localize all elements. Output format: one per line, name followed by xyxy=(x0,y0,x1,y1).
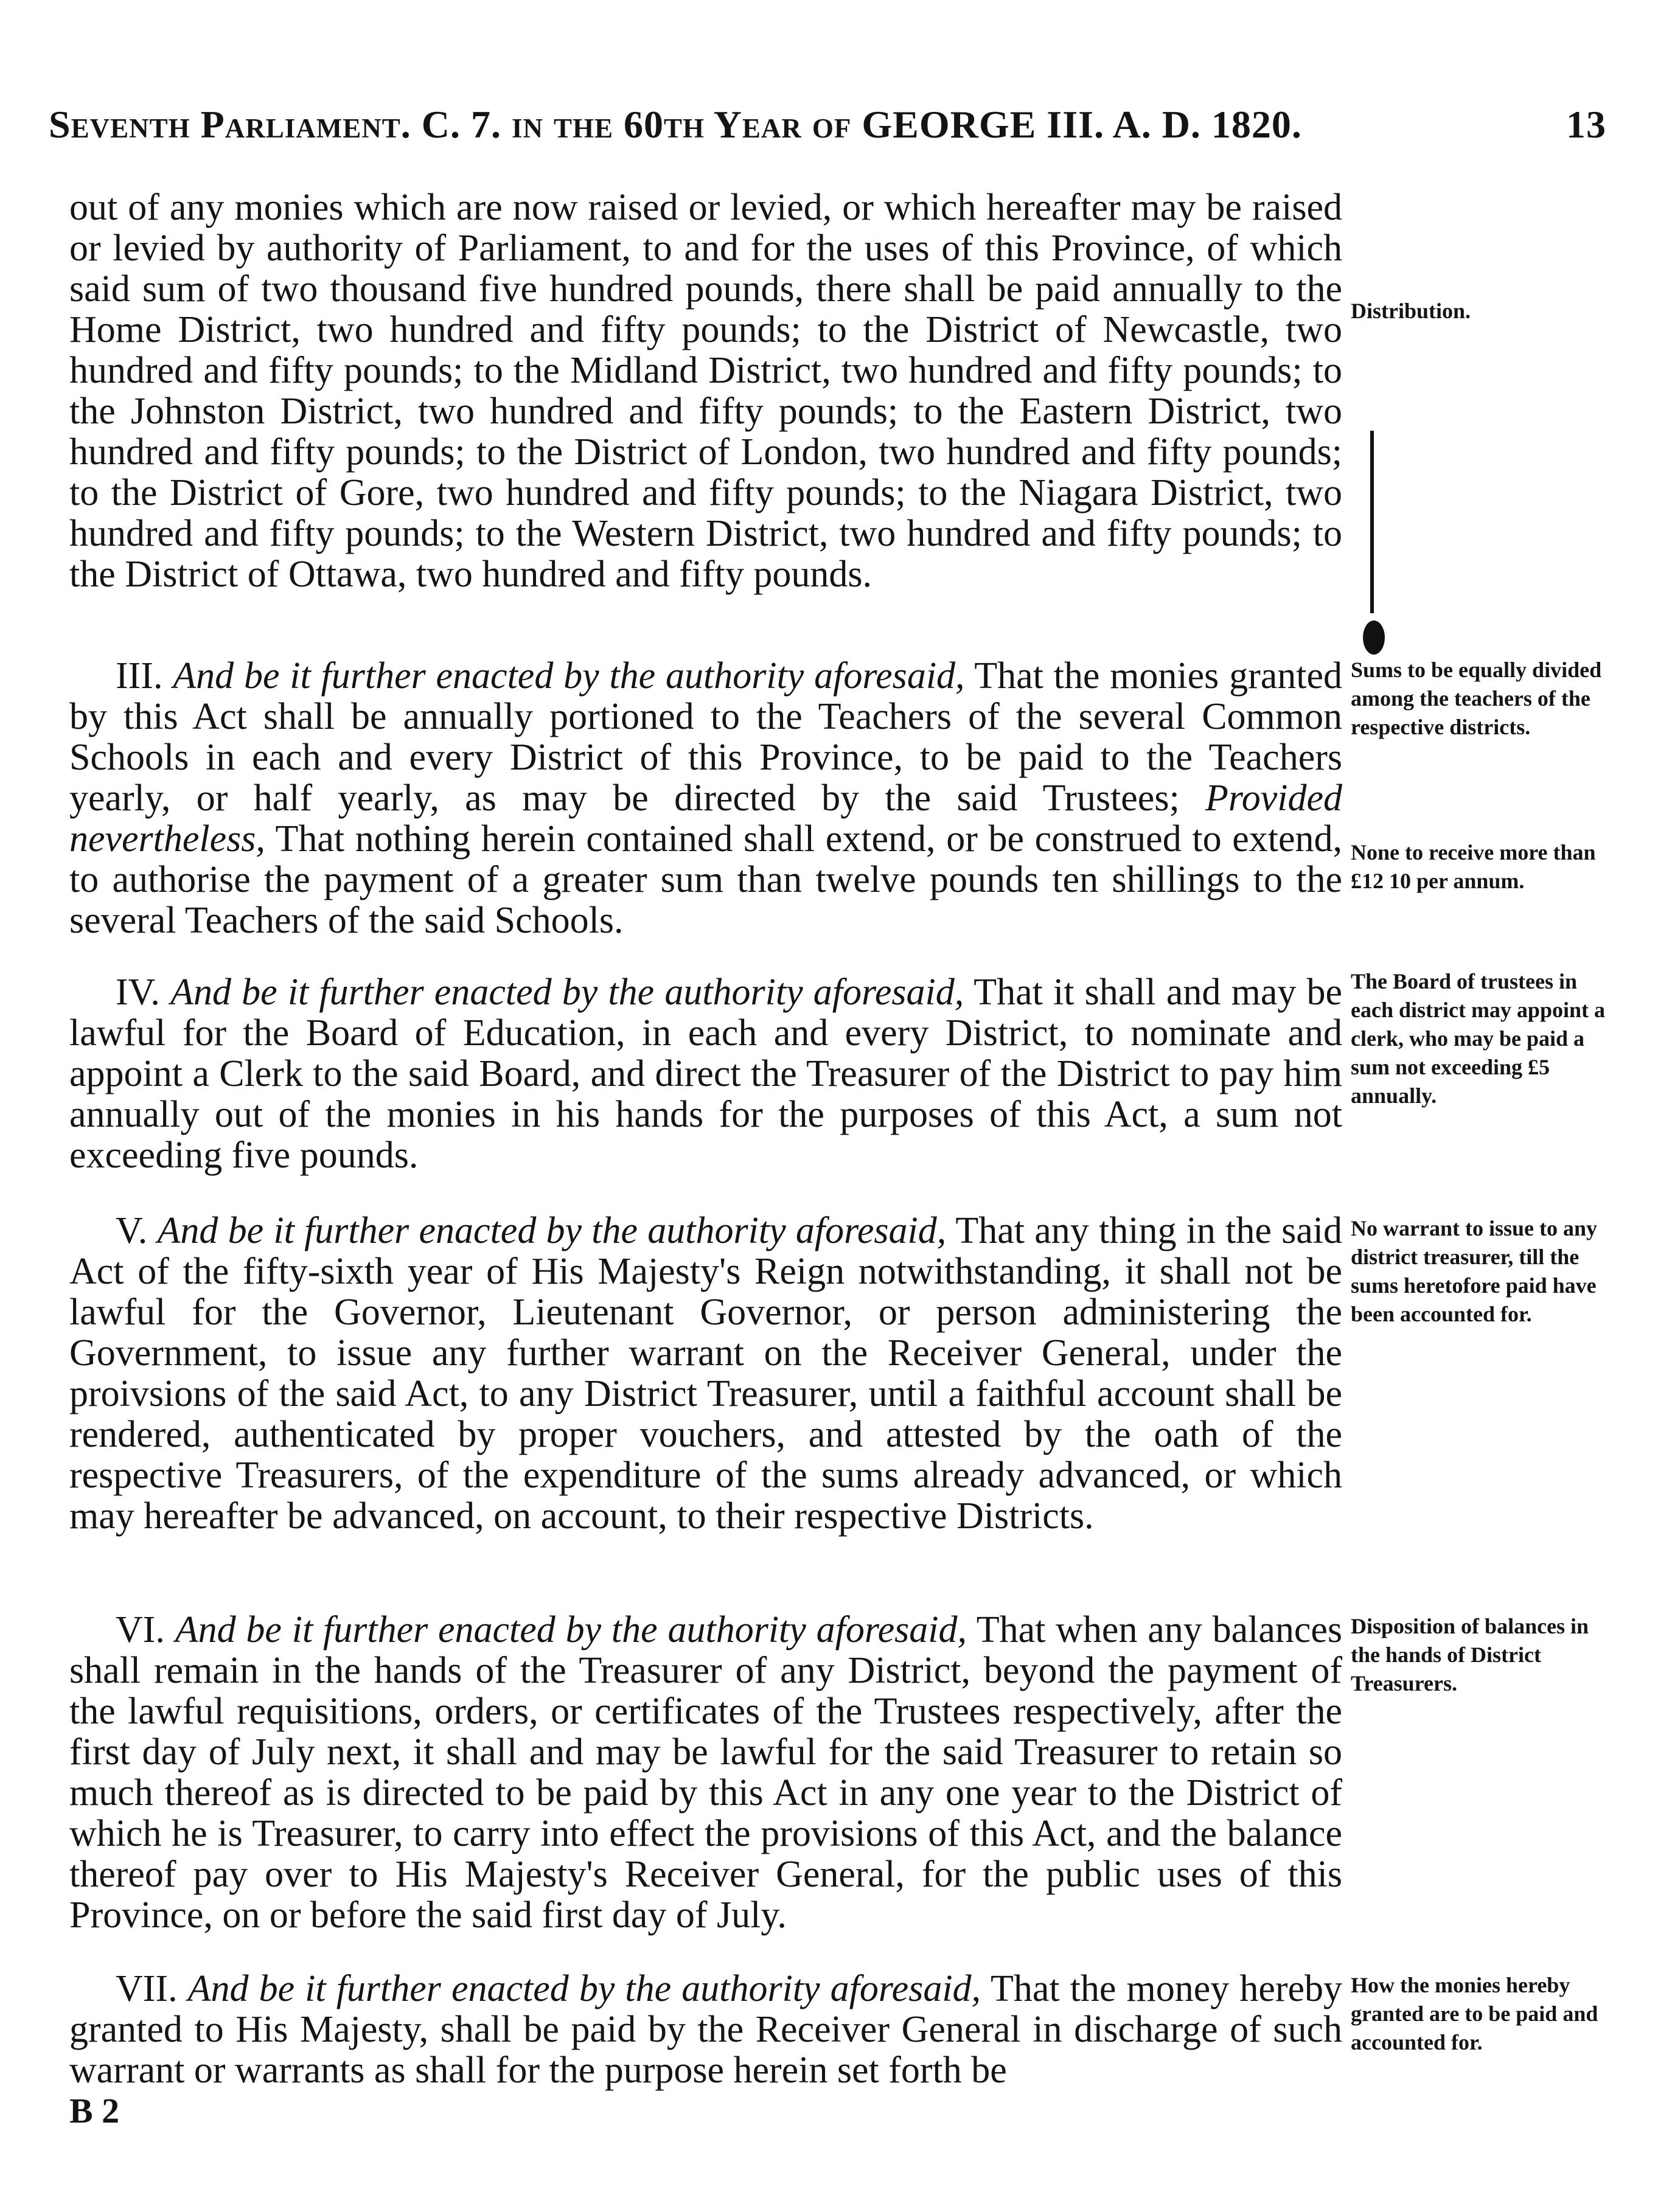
signature-mark: B 2 xyxy=(69,2091,120,2130)
margin-note-none-receive: None to receive more than £12 10 per annum. xyxy=(1351,840,1596,893)
section-text-continued: That nothing herein contained shall extend, or be construed to extend, to authorise the payment of a greater sum than twelve pounds ten shillings to the several Teachers of the said Schools. xyxy=(69,818,1342,941)
section-number: VII. xyxy=(116,1968,178,2009)
section-text: That any thing in the said Act of the fifty-sixth year of His Majesty's Reign notwithstanding, it shall not be lawful for the Governor, Lieutenant Governor, or person administering the Government, to issue any further warrant on the Receiver General, under the proivsions of the said Act, to any District Treasurer, until a faithful account shall be rendered, authenticated by proper vouchers, and attested by the oath of the respective Treasurers, of the expenditure of the sums already advanced, or which may hereafter be advanced, on account, to their respective Districts. xyxy=(69,1210,1342,1537)
section-text: That it shall and may be lawful for the Board of Education, in each and every District, to nominate and appoint a Clerk to the said Board, and direct the Treasurer of the District to pay him annually out of the monies in his hands for the purposes of this Act, a sum not exceeding five pounds. xyxy=(69,972,1343,1176)
margin-note-no-warrant: No warrant to issue to any district treasurer, till the sums heretofore paid have been accounted for. xyxy=(1351,1216,1597,1326)
section-4 xyxy=(69,972,1342,1176)
margin-note-board-trustees: The Board of trustees in each district may appoint a clerk, who may be paid a sum not exceeding £5 annually. xyxy=(1351,969,1605,1108)
margin-note-distribution: Distribution. xyxy=(1351,299,1471,323)
page-number: 13 xyxy=(1566,103,1606,146)
enacting-clause: And be it further enacted by the authority aforesaid, xyxy=(173,655,965,697)
section-6 xyxy=(69,1610,1342,1936)
section-text: That the money hereby granted to His Majesty, shall be paid by the Receiver General in discharge of such warrant or warrants as shall for the purpose herein set forth be xyxy=(69,1968,1343,2091)
margin-note-sums-equal: Sums to be equally divided among the teachers of the respective districts. xyxy=(1351,658,1602,739)
proviso-clause: Provided nevertheless, xyxy=(69,777,1342,860)
ink-blot xyxy=(1363,621,1385,655)
margin-note-disposition: Disposition of balances in the hands of District Treasurers. xyxy=(1351,1614,1589,1696)
section-text: That the monies granted by this Act shall be annually portioned to the Teachers of the several Common Schools in each and every District of this Province, to be paid to the Teachers yearly, or half yearly, as may be directed by the said Trustees; xyxy=(69,655,1343,819)
section-number: IV. xyxy=(116,972,160,1013)
enacting-clause: And be it further enacted by the authority aforesaid, xyxy=(157,1210,947,1251)
running-title: Seventh Parliament. C. 7. in the 60th Year of GEORGE III. A. D. 1820. xyxy=(49,103,1302,146)
section-text: That when any balances shall remain in the hands of the Treasurer of any District, beyond the payment of the lawful requisitions, orders, or certificates of the Trustees respectively, after the first day of July next, it shall and may be lawful for the said Treasurer to retain so much thereof as is directed to be paid by this Act in any one year to the District of which he is Treasurer, to carry into effect the provisions of this Act, and the balance thereof pay over to His Majesty's Receiver General, for the public uses of this Province, on or before the said first day of July. xyxy=(69,1609,1343,1936)
margin-note-how-monies: How the monies hereby granted are to be paid and accounted for. xyxy=(1351,1973,1598,2054)
continuation-text: out of any monies which are now raised or levied, or which hereafter may be raised or levied by authority of Parliament, to and for the uses of this Province, of which said sum of two thousand five hundred pounds, there shall be paid annually to the Home District, two hundred and fifty pounds; to the District of Newcastle, two hundred and fifty pounds; to the Midland District, two hundred and fifty pounds; to the Johnston District, two hundred and fifty pounds; to the Eastern District, two hundred and fifty pounds; to the District of London, two hundred and fifty pounds; to the District of Gore, two hundred and fifty pounds; to the Niagara District, two hundred and fifty pounds; to the Western District, two hundred and fifty pounds; to the District of Ottawa, two hundred and fifty pounds. xyxy=(69,187,1342,595)
section-number: III. xyxy=(116,655,163,697)
enacting-clause: And be it further enacted by the authority aforesaid, xyxy=(175,1609,967,1650)
section-5 xyxy=(69,1211,1342,1537)
continuation-paragraph xyxy=(69,187,1342,595)
section-number: VI. xyxy=(116,1609,165,1650)
enacting-clause: And be it further enacted by the authority aforesaid, xyxy=(170,972,964,1013)
enacting-clause: And be it further enacted by the authority aforesaid, xyxy=(187,1968,981,2009)
section-number: V. xyxy=(116,1210,148,1251)
ink-stroke xyxy=(1370,431,1374,613)
section-7 xyxy=(69,1969,1342,2091)
section-3 xyxy=(69,656,1342,941)
running-header xyxy=(49,102,1606,157)
